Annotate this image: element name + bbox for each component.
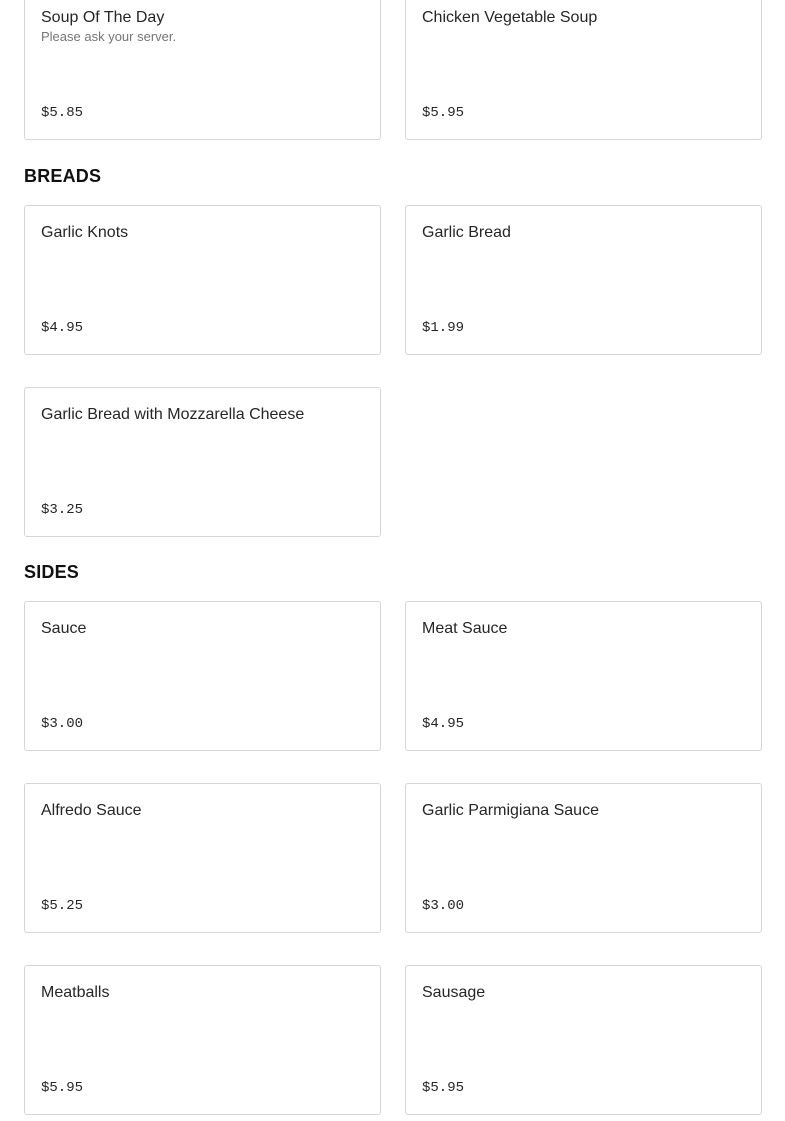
item-name: Sausage xyxy=(422,984,486,1001)
item-price: $4.95 xyxy=(41,320,84,336)
item-name: Alfredo Sauce xyxy=(41,802,142,819)
item-name: Garlic Bread xyxy=(422,224,511,241)
item-price: $1.99 xyxy=(422,320,465,336)
item-name: Meat Sauce xyxy=(422,620,508,637)
menu-item-card[interactable] xyxy=(24,387,381,537)
menu-item-card[interactable] xyxy=(405,601,762,751)
item-price: $5.95 xyxy=(422,105,465,121)
item-name: Sauce xyxy=(41,620,87,637)
item-name: Chicken Vegetable Soup xyxy=(422,9,598,26)
item-name: Garlic Bread with Mozzarella Cheese xyxy=(41,406,305,423)
item-name: Soup Of The Day xyxy=(41,9,165,26)
menu-item-card[interactable] xyxy=(24,601,381,751)
item-price: $5.95 xyxy=(41,1080,84,1096)
section-heading-breads: BREADS xyxy=(24,166,102,186)
item-price: $4.95 xyxy=(422,716,465,732)
menu-item-card[interactable] xyxy=(24,783,381,933)
item-name: Garlic Parmigiana Sauce xyxy=(422,802,599,819)
menu-item-card[interactable] xyxy=(24,205,381,355)
menu-item-card[interactable] xyxy=(405,205,762,355)
item-name: Garlic Knots xyxy=(41,224,129,241)
item-price: $5.85 xyxy=(41,105,84,121)
menu-item-card[interactable] xyxy=(405,0,762,140)
item-name: Meatballs xyxy=(41,984,110,1001)
item-price: $3.25 xyxy=(41,502,84,518)
section-heading-sides: SIDES xyxy=(24,562,80,582)
item-price: $3.00 xyxy=(422,898,465,914)
menu-item-card[interactable] xyxy=(405,783,762,933)
menu-item-card[interactable] xyxy=(405,965,762,1115)
menu-item-card[interactable] xyxy=(24,965,381,1115)
item-description: Please ask your server. xyxy=(41,29,177,44)
item-price: $5.95 xyxy=(422,1080,465,1096)
menu-item-card[interactable] xyxy=(24,0,381,140)
item-price: $3.00 xyxy=(41,716,84,732)
item-price: $5.25 xyxy=(41,898,84,914)
